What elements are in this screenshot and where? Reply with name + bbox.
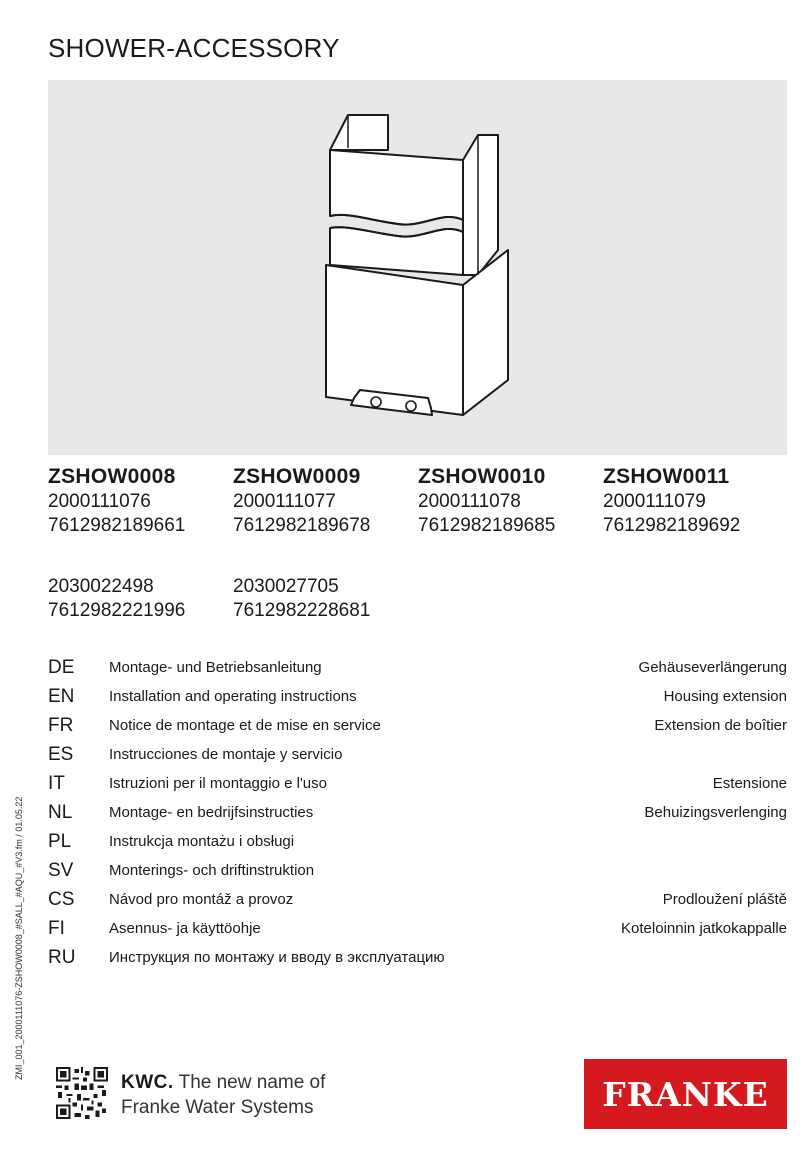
instructions-title: Asennus- ja käyttöohje <box>109 920 261 937</box>
instructions-title: Instrucciones de montaje y servicio <box>109 746 343 763</box>
product-column <box>48 463 233 538</box>
kwc-note <box>121 1070 325 1120</box>
instructions-title: Návod pro montáž a provoz <box>109 891 294 908</box>
instructions-title: Notice de montage et de mise en service <box>109 717 381 734</box>
language-row <box>48 887 788 916</box>
instructions-title: Montage- und Betriebsanleitung <box>109 659 322 676</box>
product-name: Koteloinnin jatkokappalle <box>621 920 787 937</box>
kwc-line1: The new name of <box>178 1072 326 1093</box>
product-name: Behuizingsverlenging <box>644 804 787 821</box>
language-row <box>48 800 788 829</box>
franke-logo: FRANKE <box>584 1059 787 1129</box>
article-number: 2000111076 <box>48 491 151 512</box>
product-code: ZSHOW0008 <box>48 465 176 488</box>
instructions-title: Инструкция по монтажу и вводу в эксплуатацию <box>109 949 445 966</box>
language-code: PL <box>48 831 72 852</box>
product-name: Extension de boîtier <box>654 717 787 734</box>
product-name: Housing extension <box>663 688 787 705</box>
ean-number: 7612982189685 <box>418 515 556 536</box>
language-row <box>48 829 788 858</box>
instructions-title: Monterings- och driftinstruktion <box>109 862 315 879</box>
qr-code-icon <box>56 1067 108 1124</box>
language-row <box>48 858 788 887</box>
language-code: DE <box>48 657 75 678</box>
language-row <box>48 655 788 684</box>
article-number: 2030022498 <box>48 576 154 597</box>
instructions-title: Istruzioni per il montaggio e l'uso <box>109 775 327 792</box>
product-name: Prodloužení pláště <box>662 891 787 908</box>
language-code: EN <box>48 686 75 707</box>
ean-number: 7612982189692 <box>603 515 741 536</box>
extra-column <box>233 575 418 623</box>
language-code: ES <box>48 744 74 765</box>
instructions-title: Instrukcja montażu i obsługi <box>109 833 295 850</box>
extra-column <box>48 575 233 623</box>
product-code: ZSHOW0009 <box>233 465 361 488</box>
language-row <box>48 713 788 742</box>
language-code: IT <box>48 773 65 794</box>
instructions-title: Montage- en bedrijfsinstructies <box>109 804 314 821</box>
language-code: SV <box>48 860 74 881</box>
kwc-brand: KWC. <box>121 1072 174 1093</box>
language-row <box>48 771 788 800</box>
product-column <box>418 463 603 538</box>
language-code: FI <box>48 918 65 939</box>
language-row <box>48 916 788 945</box>
article-number: 2000111078 <box>418 491 521 512</box>
product-column <box>603 463 788 538</box>
ean-number: 7612982228681 <box>233 600 371 621</box>
product-code: ZSHOW0011 <box>603 465 730 488</box>
language-code: RU <box>48 947 76 968</box>
language-row <box>48 742 788 771</box>
housing-extension-illustration <box>48 80 787 455</box>
language-code: CS <box>48 889 75 910</box>
ean-number: 7612982189678 <box>233 515 371 536</box>
language-code: FR <box>48 715 74 736</box>
article-number: 2030027705 <box>233 576 339 597</box>
document-reference: ZMI_001_2000111076-ZSHOW0008_#SALL_#AQU_#V3.fm / 01.05.22 <box>14 796 24 1080</box>
product-column <box>233 463 418 538</box>
kwc-line2: Franke Water Systems <box>121 1097 314 1118</box>
language-code: NL <box>48 802 73 823</box>
product-code: ZSHOW0010 <box>418 465 546 488</box>
instructions-title: Installation and operating instructions <box>109 688 357 705</box>
product-name: Gehäuseverlängerung <box>638 659 787 676</box>
ean-number: 7612982189661 <box>48 515 186 536</box>
language-row <box>48 684 788 713</box>
product-name: Estensione <box>712 775 787 792</box>
product-illustration <box>48 80 787 455</box>
language-row <box>48 945 788 974</box>
ean-number: 7612982221996 <box>48 600 186 621</box>
article-number: 2000111077 <box>233 491 336 512</box>
page-title: SHOWER-ACCESSORY <box>48 33 340 63</box>
language-list <box>48 655 788 974</box>
article-number: 2000111079 <box>603 491 706 512</box>
